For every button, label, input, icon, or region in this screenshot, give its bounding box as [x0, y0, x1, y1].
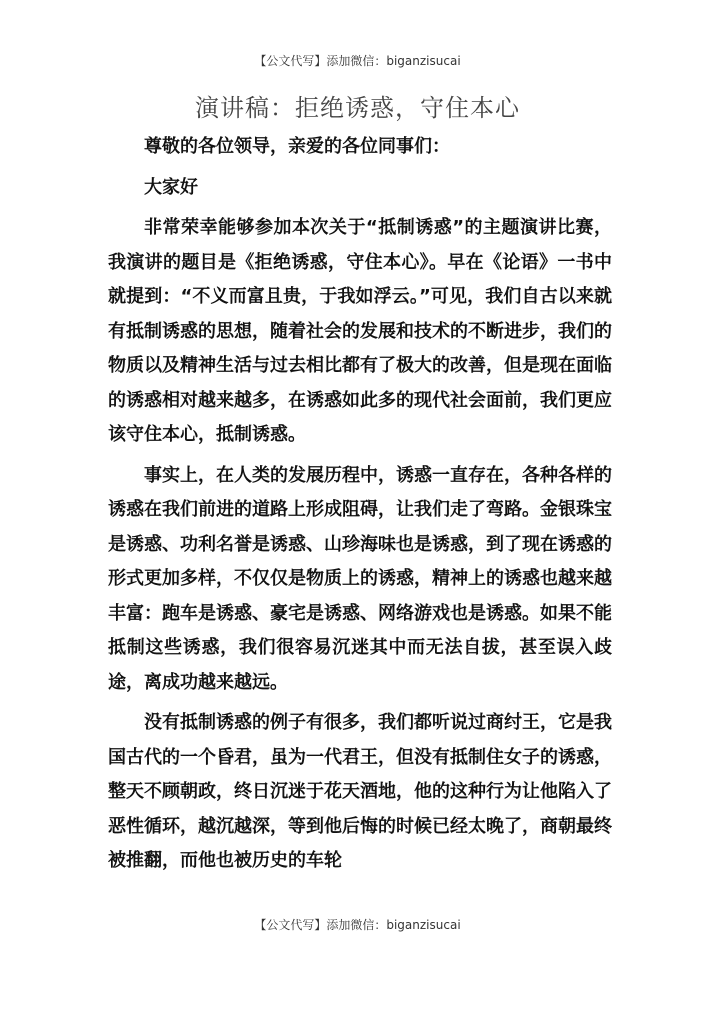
paragraph: 非常荣幸能够参加本次关于“抵制诱惑”的主题演讲比赛，我演讲的题目是《拒绝诱惑，守住本心》。早在《论语》一书中就提到：“不义而富且贵，于我如浮云。”可见，我们自古以来就有抵制诱惑的思想，随着社会的发展和技术的不断进步，我们的物质以及精神生活与过去相比都有了极大的改善，但是现在面临的诱惑相对越来越多，在诱惑如此多的现代社会面前，我们更应该守住本心，抵制诱惑。	[108, 217, 612, 445]
greeting: 大家好	[144, 176, 198, 198]
salutation: 尊敬的各位领导，亲爱的各位同事们：	[144, 136, 450, 157]
page-footer: 【公文代写】添加微信：biganzisucai	[254, 918, 461, 932]
document-title: 演讲稿：拒绝诱惑，守住本心	[195, 94, 520, 122]
document-body	[108, 130, 612, 885]
paragraph: 事实上，在人类的发展历程中，诱惑一直存在，各种各样的诱惑在我们前进的道路上形成阻碍，让我们走了弯路。金银珠宝是诱惑、功利名誉是诱惑、山珍海味也是诱惑，到了现在诱惑的形式更加多样，不仅仅是物质上的诱惑，精神上的诱惑也越来越丰富：跑车是诱惑、豪宅是诱惑、网络游戏也是诱惑。如果不能抵制这些诱惑，我们很容易沉迷其中而无法自拔，甚至误入歧途，离成功越来越远。	[108, 464, 612, 693]
page-header: 【公文代写】添加微信：biganzisucai	[254, 54, 461, 68]
paragraph: 没有抵制诱惑的例子有很多，我们都听说过商纣王，它是我国古代的一个昏君，虽为一代君王，但没有抵制住女子的诱惑，整天不顾朝政，终日沉迷于花天酒地，他的这种行为让他陷入了恶性循环，越沉越深，等到他后悔的时候已经太晚了，商朝最终被推翻，而他也被历史的车轮	[108, 712, 612, 871]
